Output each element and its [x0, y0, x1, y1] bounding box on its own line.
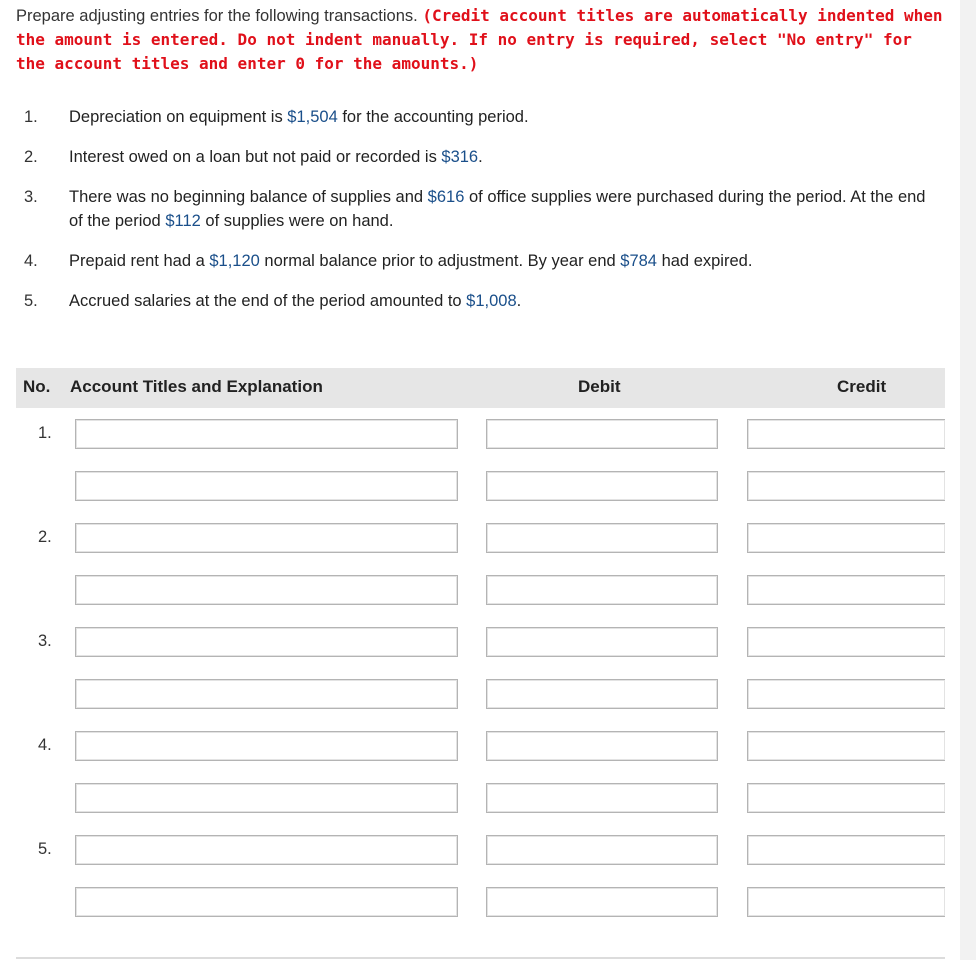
debit-input[interactable] — [486, 627, 718, 657]
account-title-input[interactable] — [75, 471, 458, 501]
instructions — [16, 4, 946, 76]
credit-input[interactable] — [747, 887, 945, 917]
debit-input[interactable] — [486, 835, 718, 865]
entry-number: 4. — [38, 736, 52, 754]
credit-input[interactable] — [747, 419, 945, 449]
entry-number: 1. — [38, 424, 52, 442]
debit-input[interactable] — [486, 523, 718, 553]
debit-input[interactable] — [486, 679, 718, 709]
credit-input[interactable] — [747, 575, 945, 605]
entry-number: 5. — [38, 840, 52, 858]
entry-number: 3. — [38, 632, 52, 650]
credit-input[interactable] — [747, 523, 945, 553]
debit-input[interactable] — [486, 419, 718, 449]
instructions-emphasis: (Credit account titles are automatically indented when the amount is entered. Do not indent manually. If no entry is required, select "No entry" for the account titles and enter 0 for the amounts.) — [16, 6, 943, 73]
header-no: No. — [23, 377, 51, 396]
account-title-input[interactable] — [75, 835, 458, 865]
credit-input[interactable] — [747, 627, 945, 657]
scrollbar-track[interactable] — [960, 0, 976, 960]
account-title-input[interactable] — [75, 731, 458, 761]
header-debit: Debit — [578, 377, 621, 396]
instructions-lead: Prepare adjusting entries for the following transactions. — [16, 7, 418, 25]
entry-number: 2. — [38, 528, 52, 546]
header-account: Account Titles and Explanation — [70, 377, 323, 396]
credit-input[interactable] — [747, 679, 945, 709]
account-title-input[interactable] — [75, 523, 458, 553]
header-credit: Credit — [837, 377, 887, 396]
account-title-input[interactable] — [75, 419, 458, 449]
account-title-input[interactable] — [75, 679, 458, 709]
credit-input[interactable] — [747, 835, 945, 865]
account-title-input[interactable] — [75, 783, 458, 813]
debit-input[interactable] — [486, 887, 718, 917]
table-bottom-divider — [16, 957, 945, 959]
credit-input[interactable] — [747, 731, 945, 761]
debit-input[interactable] — [486, 575, 718, 605]
debit-input[interactable] — [486, 783, 718, 813]
credit-input[interactable] — [747, 783, 945, 813]
account-title-input[interactable] — [75, 887, 458, 917]
journal-table-header — [16, 368, 945, 408]
credit-input[interactable] — [747, 471, 945, 501]
debit-input[interactable] — [486, 471, 718, 501]
account-title-input[interactable] — [75, 627, 458, 657]
debit-input[interactable] — [486, 731, 718, 761]
account-title-input[interactable] — [75, 575, 458, 605]
